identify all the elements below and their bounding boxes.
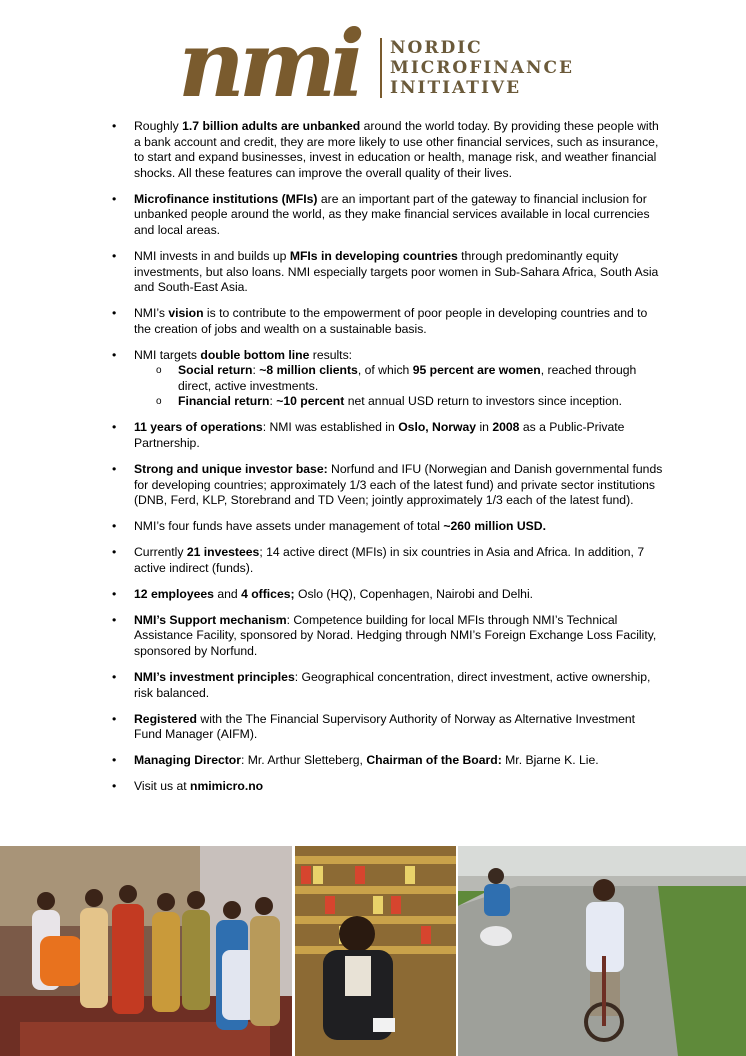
text: Currently: [134, 545, 187, 560]
list-item: • NMI targets double bottom line results:: [112, 347, 353, 362]
list-item: • Currently 21 investees; 14 active direct (MFIs) in six countries in Asia and Africa. In addition, 7 active indirect (funds).: [112, 545, 645, 575]
bold-text: Oslo, Norway: [398, 420, 477, 435]
text: : Geographical concentration, direct investment, active ownership, risk balanced.: [134, 669, 651, 700]
list-item: • NMI invests in and builds up MFIs in developing countries through predominantly equity investments, but also loans. NMI especially targets poor women in Sub-Sahara Africa, South Asia and South-East Asia.: [112, 248, 659, 295]
text: NMI targets: [134, 347, 201, 362]
bold-text: Strong and unique investor base:: [134, 462, 328, 477]
text: NMI’s: [134, 306, 169, 321]
text: Visit us at: [134, 779, 190, 794]
photo-shopkeeper: [295, 846, 456, 1056]
logo-mark-text: nmi: [178, 16, 360, 102]
text: net annual USD return to investors since inception.: [344, 394, 623, 409]
text: through predominantly equity investments, but also loans. NMI especially targets poor women in Sub-Sahara Africa, South Asia and South-East Asia.: [134, 248, 659, 295]
bold-text: ~8 million clients: [259, 363, 358, 378]
bold-text: Microfinance institutions (MFIs): [134, 191, 318, 206]
nmi-logo-mark: [178, 16, 374, 102]
logo-org-name: [390, 38, 574, 98]
nmi-logo: [178, 16, 578, 106]
text: : Competence building for local MFIs through NMI’s Technical Assistance Facility, sponsored by Norad. Hedging through NMI’s Foreign Exchange Loss Facility, sponsored by Norfund.: [134, 612, 657, 658]
bold-text: 95 percent are women: [412, 363, 541, 378]
list-item: • NMI’s Support mechanism: Competence building for local MFIs through NMI’s Technical Assistance Facility, sponsored by Norad. Hedging through NMI’s Foreign Exchange Loss Facility, sponsored by Norfund.: [112, 612, 657, 658]
bold-text: Financial return: [178, 394, 270, 409]
text: as a Public-Private Partnership.: [134, 420, 625, 451]
bold-text: 12 employees: [134, 586, 214, 601]
bold-text: 1.7 billion adults are unbanked: [182, 119, 361, 133]
text: , reached through direct, active investments.: [178, 363, 637, 393]
bold-text: 21 investees: [186, 545, 260, 560]
text: ; 14 active direct (MFIs) in six countries in Asia and Africa. In addition, 7 active indirect (funds).: [134, 545, 645, 575]
bold-text: ~10 percent: [276, 394, 345, 409]
text: : NMI was established in: [262, 420, 399, 435]
text: is to contribute to the empowerment of poor people in developing countries and to the creation of jobs and wealth on a sustainable basis.: [134, 306, 648, 336]
bold-text: nmimicro.no: [190, 779, 264, 794]
sub-list-item: o Social return: ~8 million clients, of which 95 percent are women, reached through direct, active investments.: [156, 363, 637, 393]
text: and: [213, 586, 242, 601]
logo-divider: [380, 38, 382, 98]
list-item: • Managing Director: Mr. Arthur Sletteberg, Chairman of the Board: Mr. Bjarne K. Lie.: [112, 753, 599, 768]
text: Roughly: [134, 119, 183, 133]
bold-text: 2008: [492, 420, 520, 435]
text: are an important part of the gateway to financial inclusion for unbanked people around the world, as they make financial services available in local currencies and local areas.: [134, 191, 650, 237]
text: : Mr. Arthur Sletteberg,: [241, 753, 367, 768]
bold-text: NMI’s Support mechanism: [134, 612, 287, 627]
bold-text: MFIs in developing countries: [289, 248, 458, 263]
photo-strip: [0, 846, 746, 1056]
text: Norfund and IFU (Norwegian and Danish governmental funds for developing countries; approximately 1/3 each of the latest fund) and private sector institutions (DNB, Ferd, KLP, Storebrand and TD Veen; jointly approximately 1/3 each of the latest fund).: [134, 462, 663, 508]
logo-word-2: MICROFINANCE: [390, 58, 575, 78]
text: NMI invests in and builds up: [134, 248, 290, 263]
text: with the The Financial Supervisory Authority of Norway as Alternative Investment Fund Manager (AIFM).: [134, 711, 636, 742]
fact-list: [112, 119, 664, 805]
bold-text: vision: [168, 306, 204, 321]
text: results:: [309, 347, 353, 362]
logo-word-1: NORDIC: [390, 38, 483, 58]
list-item: • NMI’s investment principles: Geographical concentration, direct investment, active ownership, risk balanced.: [112, 669, 651, 700]
bold-text: 11 years of operations: [134, 420, 263, 435]
photo-cyclist: [458, 846, 746, 1056]
text: , of which: [357, 363, 413, 378]
text: in: [476, 420, 493, 435]
bold-text: Chairman of the Board:: [366, 753, 502, 768]
text: :: [252, 363, 260, 378]
sub-list-item: o Financial return: ~10 percent net annual USD return to investors since inception.: [156, 394, 623, 409]
list-item: • Strong and unique investor base: Norfund and IFU (Norwegian and Danish governmental funds for developing countries; approximately 1/3 each of the latest fund) and private sector institutions (DNB, Ferd, KLP, Storebrand and TD Veen; jointly approximately 1/3 each of the latest fund).: [112, 462, 663, 508]
list-item: • NMI’s four funds have assets under management of total ~260 million USD.: [112, 519, 546, 534]
list-item: • 12 employees and 4 offices; Oslo (HQ), Copenhagen, Nairobi and Delhi.: [112, 586, 534, 601]
bold-text: NMI’s investment principles: [134, 669, 295, 684]
bold-text: Registered: [134, 711, 197, 726]
text: Oslo (HQ), Copenhagen, Nairobi and Delhi.: [294, 586, 534, 601]
text: around the world today. By providing these people with a bank account and credit, they are more likely to use other financial services, such as insurance, to start and expand businesses, invest in education or health, manage risk, and weather financial shocks. All these features can improve the overall quality of their lives.: [134, 119, 659, 180]
text: NMI’s four funds have assets under management of total: [134, 519, 444, 534]
bold-text: Managing Director: [134, 753, 241, 768]
logo-word-3: INITIATIVE: [390, 78, 522, 98]
bold-text: ~260 million USD.: [443, 519, 546, 534]
bold-text: 4 offices;: [241, 586, 295, 601]
photo-women-group: [0, 846, 292, 1056]
text: :: [269, 394, 277, 409]
list-item: • Microfinance institutions (MFIs) are an important part of the gateway to financial inclusion for unbanked people around the world, as they make financial services available in local currencies and local areas.: [112, 191, 650, 237]
list-item: • Visit us at nmimicro.no: [112, 779, 264, 794]
list-item: • 11 years of operations: NMI was established in Oslo, Norway in 2008 as a Public-Private Partnership.: [112, 420, 625, 451]
list-item: • Roughly 1.7 billion adults are unbanked around the world today. By providing these people with a bank account and credit, they are more likely to use other financial services, such as insurance, to start and expand businesses, invest in education or health, manage risk, and weather financial shocks. All these features can improve the overall quality of their lives.: [112, 119, 659, 180]
bold-text: double bottom line: [200, 347, 310, 362]
list-item: • Registered with the The Financial Supervisory Authority of Norway as Alternative Investment Fund Manager (AIFM).: [112, 711, 636, 742]
text: Mr. Bjarne K. Lie.: [501, 753, 599, 768]
list-item: • NMI’s vision is to contribute to the empowerment of poor people in developing countries and to the creation of jobs and wealth on a sustainable basis.: [112, 306, 648, 336]
bold-text: Social return: [178, 363, 253, 378]
